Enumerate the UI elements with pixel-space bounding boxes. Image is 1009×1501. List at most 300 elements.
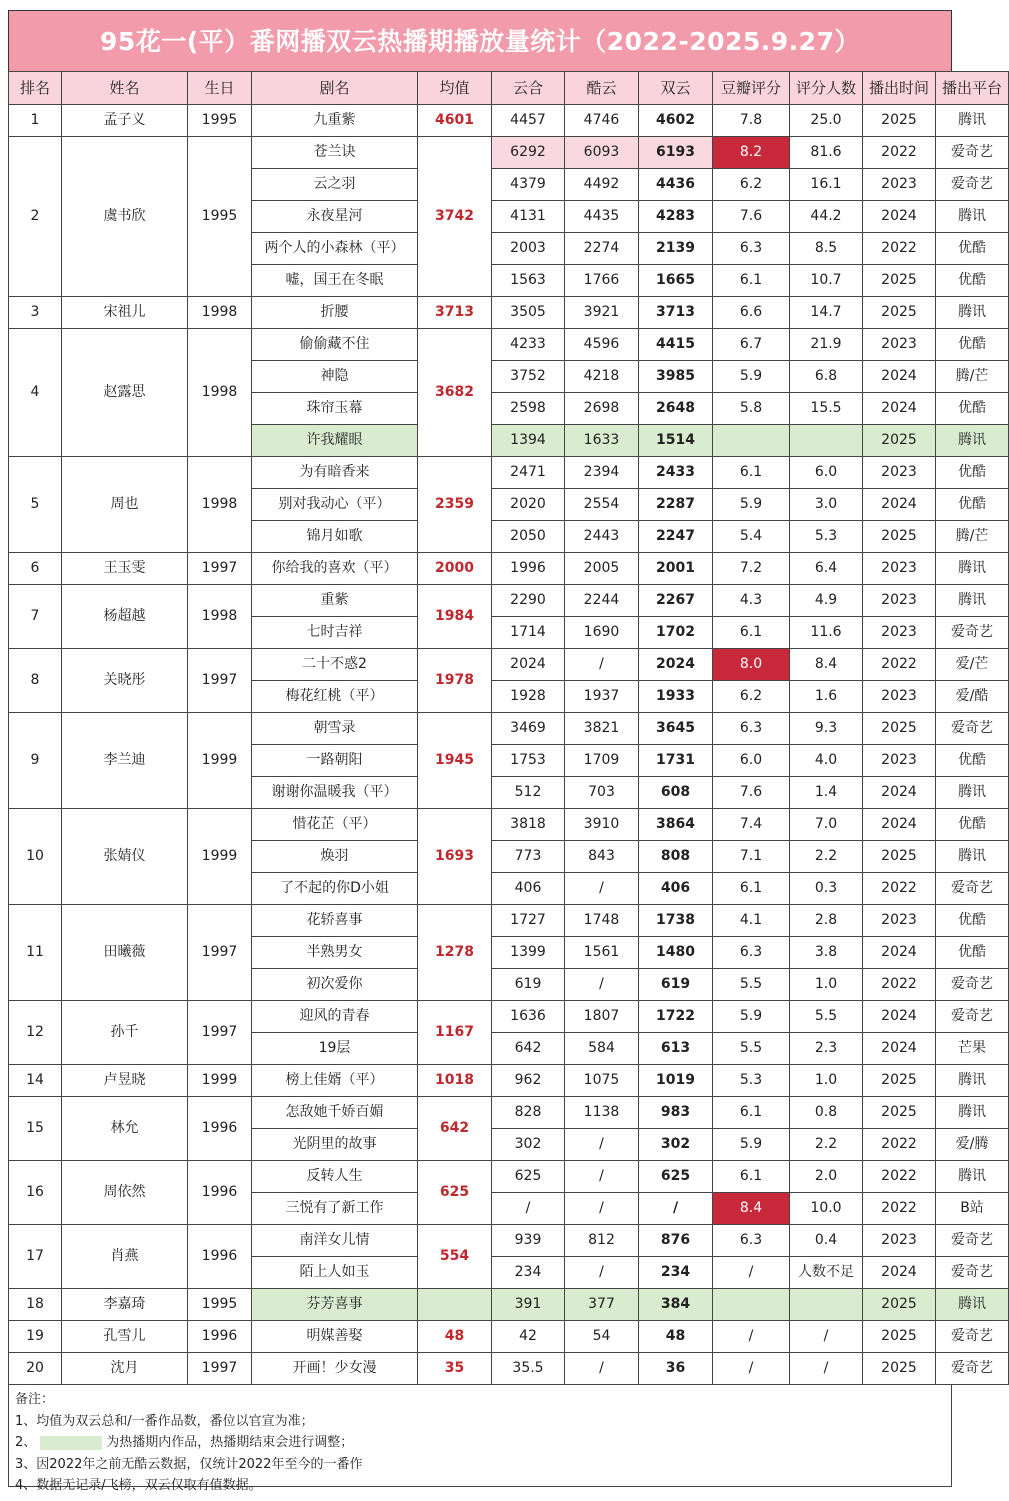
yunhe-cell: 3752 [492, 361, 565, 393]
shuangyun-cell: 1665 [639, 265, 713, 297]
show-title-cell: 了不起的你D小姐 [252, 873, 418, 905]
show-title-cell: 惜花芷（平） [252, 809, 418, 841]
shuangyun-cell: / [639, 1193, 713, 1225]
platform-cell: 腾讯 [936, 297, 1009, 329]
kuyun-cell: 2394 [565, 457, 639, 489]
show-title-cell: 19层 [252, 1033, 418, 1065]
shuangyun-cell: 2433 [639, 457, 713, 489]
yunhe-cell: 1399 [492, 937, 565, 969]
douban-cell: 5.9 [713, 1001, 790, 1033]
birth-cell: 1999 [188, 809, 252, 905]
yunhe-cell: 1714 [492, 617, 565, 649]
douban-cell: / [713, 1353, 790, 1385]
birth-cell: 1996 [188, 1161, 252, 1225]
douban-cell: 7.6 [713, 777, 790, 809]
douban-cell: 8.2 [713, 137, 790, 169]
shuangyun-cell: 36 [639, 1353, 713, 1385]
shuangyun-cell: 3713 [639, 297, 713, 329]
platform-cell: 爱奇艺 [936, 1257, 1009, 1289]
avg-cell: 35 [418, 1353, 492, 1385]
year-cell: 2025 [863, 713, 936, 745]
shuangyun-cell: 48 [639, 1321, 713, 1353]
platform-cell: 爱/腾 [936, 1129, 1009, 1161]
douban-cell: 5.5 [713, 1033, 790, 1065]
show-title-cell: 花轿喜事 [252, 905, 418, 937]
header-row [9, 72, 1009, 105]
show-title-cell: 许我耀眼 [252, 425, 418, 457]
shuangyun-cell: 1738 [639, 905, 713, 937]
yunhe-cell: 625 [492, 1161, 565, 1193]
shuangyun-cell: 2001 [639, 553, 713, 585]
notes-heading: 备注： [15, 1392, 55, 1407]
yunhe-cell: 3818 [492, 809, 565, 841]
platform-cell: 爱奇艺 [936, 713, 1009, 745]
raters-cell: 10.7 [790, 265, 863, 297]
platform-cell: 爱/芒 [936, 649, 1009, 681]
kuyun-cell: 2443 [565, 521, 639, 553]
show-title-cell: 南洋女儿情 [252, 1225, 418, 1257]
douban-cell [713, 1289, 790, 1321]
raters-cell: 10.0 [790, 1193, 863, 1225]
header-birth: 生日 [188, 72, 252, 105]
show-title-cell: 迎风的青春 [252, 1001, 418, 1033]
year-cell: 2022 [863, 969, 936, 1001]
avg-cell: 642 [418, 1097, 492, 1161]
platform-cell: 优酷 [936, 393, 1009, 425]
header-kuyun: 酷云 [565, 72, 639, 105]
kuyun-cell: 4492 [565, 169, 639, 201]
raters-cell: 1.0 [790, 969, 863, 1001]
kuyun-cell: 4746 [565, 105, 639, 137]
year-cell: 2022 [863, 233, 936, 265]
note-2-suffix: 为热播期内作品，热播期结束会进行调整； [106, 1435, 354, 1450]
avg-cell: 1693 [418, 809, 492, 905]
year-cell: 2023 [863, 553, 936, 585]
rank-cell: 7 [9, 585, 62, 649]
table-row [9, 1001, 1009, 1033]
douban-cell [713, 425, 790, 457]
shuangyun-cell: 4283 [639, 201, 713, 233]
show-title-cell: 三悦有了新工作 [252, 1193, 418, 1225]
platform-cell: 爱奇艺 [936, 1225, 1009, 1257]
rank-cell: 10 [9, 809, 62, 905]
header-avg: 均值 [418, 72, 492, 105]
rank-cell: 4 [9, 329, 62, 457]
note-1: 1、均值为双云总和/一番作品数，番位以官宣为准； [15, 1413, 314, 1429]
year-cell: 2024 [863, 201, 936, 233]
platform-cell: 爱奇艺 [936, 1353, 1009, 1385]
name-cell: 宋祖儿 [62, 297, 188, 329]
name-cell: 赵露思 [62, 329, 188, 457]
shuangyun-cell: 2247 [639, 521, 713, 553]
year-cell: 2025 [863, 1097, 936, 1129]
year-cell: 2022 [863, 873, 936, 905]
platform-cell: 腾讯 [936, 585, 1009, 617]
name-cell: 虞书欣 [62, 137, 188, 297]
shuangyun-cell: 1933 [639, 681, 713, 713]
yunhe-cell: 1394 [492, 425, 565, 457]
raters-cell: / [790, 1321, 863, 1353]
shuangyun-cell: 4602 [639, 105, 713, 137]
year-cell: 2022 [863, 649, 936, 681]
year-cell: 2025 [863, 1065, 936, 1097]
birth-cell: 1997 [188, 553, 252, 585]
douban-cell: 7.1 [713, 841, 790, 873]
platform-cell: B站 [936, 1193, 1009, 1225]
yunhe-cell: 6292 [492, 137, 565, 169]
year-cell: 2023 [863, 745, 936, 777]
table-row [9, 1225, 1009, 1257]
yunhe-cell: 962 [492, 1065, 565, 1097]
raters-cell: 3.0 [790, 489, 863, 521]
show-title-cell: 神隐 [252, 361, 418, 393]
year-cell: 2022 [863, 1161, 936, 1193]
platform-cell: 腾讯 [936, 1289, 1009, 1321]
douban-cell: / [713, 1257, 790, 1289]
table-row [9, 1321, 1009, 1353]
avg-cell: 4601 [418, 105, 492, 137]
platform-cell: 芒果 [936, 1033, 1009, 1065]
douban-cell: 6.3 [713, 937, 790, 969]
yunhe-cell: 391 [492, 1289, 565, 1321]
yunhe-cell: 1727 [492, 905, 565, 937]
rank-cell: 18 [9, 1289, 62, 1321]
kuyun-cell: 4596 [565, 329, 639, 361]
kuyun-cell: / [565, 873, 639, 905]
birth-cell: 1999 [188, 713, 252, 809]
show-title-cell: 怎敌她千娇百媚 [252, 1097, 418, 1129]
birth-cell: 1998 [188, 457, 252, 553]
birth-cell: 1998 [188, 297, 252, 329]
platform-cell: 爱奇艺 [936, 1001, 1009, 1033]
douban-cell: 6.3 [713, 233, 790, 265]
show-title-cell: 焕羽 [252, 841, 418, 873]
year-cell: 2025 [863, 1289, 936, 1321]
raters-cell: 8.4 [790, 649, 863, 681]
yunhe-cell: 939 [492, 1225, 565, 1257]
rank-cell: 15 [9, 1097, 62, 1161]
name-cell: 孟子义 [62, 105, 188, 137]
shuangyun-cell: 876 [639, 1225, 713, 1257]
show-title-cell: 两个人的小森林（平） [252, 233, 418, 265]
kuyun-cell: 2005 [565, 553, 639, 585]
name-cell: 杨超越 [62, 585, 188, 649]
table-row [9, 297, 1009, 329]
platform-cell: 腾讯 [936, 777, 1009, 809]
rank-cell: 11 [9, 905, 62, 1001]
douban-cell: 6.1 [713, 457, 790, 489]
platform-cell: 优酷 [936, 329, 1009, 361]
avg-cell: 554 [418, 1225, 492, 1289]
shuangyun-cell: 1480 [639, 937, 713, 969]
shuangyun-cell: 2648 [639, 393, 713, 425]
raters-cell: / [790, 1353, 863, 1385]
shuangyun-cell: 608 [639, 777, 713, 809]
kuyun-cell: 1766 [565, 265, 639, 297]
douban-cell: 6.1 [713, 617, 790, 649]
show-title-cell: 初次爱你 [252, 969, 418, 1001]
platform-cell: 优酷 [936, 233, 1009, 265]
name-cell: 肖燕 [62, 1225, 188, 1289]
header-yunhe: 云合 [492, 72, 565, 105]
show-title-cell: 嘘，国王在冬眠 [252, 265, 418, 297]
yunhe-cell: 406 [492, 873, 565, 905]
table-row [9, 457, 1009, 489]
birth-cell: 1995 [188, 1289, 252, 1321]
shuangyun-cell: 3645 [639, 713, 713, 745]
birth-cell: 1997 [188, 905, 252, 1001]
shuangyun-cell: 406 [639, 873, 713, 905]
birth-cell: 1995 [188, 137, 252, 297]
name-cell: 田曦薇 [62, 905, 188, 1001]
raters-cell: 2.2 [790, 1129, 863, 1161]
name-cell: 孔雪儿 [62, 1321, 188, 1353]
yunhe-cell: 234 [492, 1257, 565, 1289]
raters-cell: 81.6 [790, 137, 863, 169]
kuyun-cell: 1075 [565, 1065, 639, 1097]
kuyun-cell: 377 [565, 1289, 639, 1321]
show-title-cell: 芬芳喜事 [252, 1289, 418, 1321]
kuyun-cell: 1807 [565, 1001, 639, 1033]
yunhe-cell: 4379 [492, 169, 565, 201]
header-rank: 排名 [9, 72, 62, 105]
kuyun-cell: 3910 [565, 809, 639, 841]
raters-cell: 6.8 [790, 361, 863, 393]
shuangyun-cell: 1722 [639, 1001, 713, 1033]
platform-cell: 腾讯 [936, 1097, 1009, 1129]
table-row [9, 649, 1009, 681]
shuangyun-cell: 4436 [639, 169, 713, 201]
platform-cell: 爱奇艺 [936, 1321, 1009, 1353]
douban-cell: 7.2 [713, 553, 790, 585]
raters-cell: 人数不足 [790, 1257, 863, 1289]
raters-cell [790, 1289, 863, 1321]
birth-cell: 1996 [188, 1097, 252, 1161]
douban-cell: 5.9 [713, 361, 790, 393]
kuyun-cell: / [565, 1353, 639, 1385]
douban-cell: 4.3 [713, 585, 790, 617]
year-cell: 2023 [863, 169, 936, 201]
yunhe-cell: 1636 [492, 1001, 565, 1033]
name-cell: 王玉雯 [62, 553, 188, 585]
avg-cell: 1167 [418, 1001, 492, 1065]
shuangyun-cell: 302 [639, 1129, 713, 1161]
raters-cell: 2.8 [790, 905, 863, 937]
rank-cell: 1 [9, 105, 62, 137]
kuyun-cell: 1709 [565, 745, 639, 777]
kuyun-cell: / [565, 1257, 639, 1289]
platform-cell: 优酷 [936, 809, 1009, 841]
table-row [9, 553, 1009, 585]
year-cell: 2025 [863, 425, 936, 457]
year-cell: 2024 [863, 393, 936, 425]
platform-cell: 腾讯 [936, 1161, 1009, 1193]
raters-cell: 7.0 [790, 809, 863, 841]
kuyun-cell: / [565, 649, 639, 681]
raters-cell: 0.3 [790, 873, 863, 905]
shuangyun-cell: 1514 [639, 425, 713, 457]
table-row [9, 1065, 1009, 1097]
show-title-cell: 光阴里的故事 [252, 1129, 418, 1161]
platform-cell: 腾讯 [936, 841, 1009, 873]
year-cell: 2024 [863, 1033, 936, 1065]
douban-cell: 6.6 [713, 297, 790, 329]
avg-cell: 1945 [418, 713, 492, 809]
kuyun-cell: / [565, 1129, 639, 1161]
birth-cell: 1995 [188, 105, 252, 137]
douban-cell: 8.0 [713, 649, 790, 681]
raters-cell: 5.5 [790, 1001, 863, 1033]
kuyun-cell: 812 [565, 1225, 639, 1257]
show-title-cell: 朝雪录 [252, 713, 418, 745]
shuangyun-cell: 619 [639, 969, 713, 1001]
douban-cell: 6.0 [713, 745, 790, 777]
header-title: 剧名 [252, 72, 418, 105]
yunhe-cell: 773 [492, 841, 565, 873]
note-2 [15, 1432, 945, 1454]
show-title-cell: 云之羽 [252, 169, 418, 201]
raters-cell: 44.2 [790, 201, 863, 233]
yunhe-cell: 2598 [492, 393, 565, 425]
yunhe-cell: 42 [492, 1321, 565, 1353]
year-cell: 2024 [863, 1257, 936, 1289]
raters-cell: 1.6 [790, 681, 863, 713]
douban-cell: 5.8 [713, 393, 790, 425]
header-douban: 豆瓣评分 [713, 72, 790, 105]
yunhe-cell: 2024 [492, 649, 565, 681]
yunhe-cell: 35.5 [492, 1353, 565, 1385]
platform-cell: 腾讯 [936, 1065, 1009, 1097]
year-cell: 2022 [863, 1193, 936, 1225]
kuyun-cell: 2698 [565, 393, 639, 425]
kuyun-cell: 703 [565, 777, 639, 809]
platform-cell: 优酷 [936, 937, 1009, 969]
header-platform: 播出平台 [936, 72, 1009, 105]
shuangyun-cell: 2024 [639, 649, 713, 681]
yunhe-cell: 1753 [492, 745, 565, 777]
birth-cell: 1997 [188, 1353, 252, 1385]
birth-cell: 1999 [188, 1065, 252, 1097]
rank-cell: 12 [9, 1001, 62, 1065]
avg-cell: 3682 [418, 329, 492, 457]
platform-cell: 腾/芒 [936, 521, 1009, 553]
note-3: 3、因2022年之前无酷云数据，仅统计2022年至今的一番作 [15, 1456, 363, 1472]
platform-cell: 腾讯 [936, 553, 1009, 585]
douban-cell: 6.1 [713, 1097, 790, 1129]
raters-cell: 25.0 [790, 105, 863, 137]
rank-cell: 3 [9, 297, 62, 329]
raters-cell: 4.0 [790, 745, 863, 777]
shuangyun-cell: 384 [639, 1289, 713, 1321]
douban-cell: 6.1 [713, 873, 790, 905]
sheet-title: 95花一(平）番网播双云热播期播放量统计（2022-2025.9.27） [8, 10, 952, 71]
shuangyun-cell: 808 [639, 841, 713, 873]
platform-cell: 腾讯 [936, 105, 1009, 137]
douban-cell: 5.9 [713, 489, 790, 521]
birth-cell: 1997 [188, 649, 252, 713]
show-title-cell: 榜上佳婿（平） [252, 1065, 418, 1097]
year-cell: 2024 [863, 777, 936, 809]
birth-cell: 1998 [188, 585, 252, 649]
rank-cell: 8 [9, 649, 62, 713]
birth-cell: 1996 [188, 1225, 252, 1289]
raters-cell: 1.0 [790, 1065, 863, 1097]
kuyun-cell: 2554 [565, 489, 639, 521]
birth-cell: 1997 [188, 1001, 252, 1065]
table-row [9, 1161, 1009, 1193]
shuangyun-cell: 2139 [639, 233, 713, 265]
show-title-cell: 珠帘玉幕 [252, 393, 418, 425]
year-cell: 2023 [863, 617, 936, 649]
year-cell: 2023 [863, 1225, 936, 1257]
name-cell: 周也 [62, 457, 188, 553]
year-cell: 2023 [863, 681, 936, 713]
douban-cell: 6.3 [713, 713, 790, 745]
platform-cell: 腾/芒 [936, 361, 1009, 393]
year-cell: 2024 [863, 809, 936, 841]
platform-cell: 爱奇艺 [936, 617, 1009, 649]
raters-cell: 6.4 [790, 553, 863, 585]
raters-cell: 2.0 [790, 1161, 863, 1193]
douban-cell: 4.1 [713, 905, 790, 937]
douban-cell: 8.4 [713, 1193, 790, 1225]
shuangyun-cell: 625 [639, 1161, 713, 1193]
kuyun-cell: / [565, 969, 639, 1001]
show-title-cell: 为有暗香来 [252, 457, 418, 489]
year-cell: 2023 [863, 585, 936, 617]
rank-cell: 16 [9, 1161, 62, 1225]
raters-cell: 3.8 [790, 937, 863, 969]
douban-cell: 6.1 [713, 265, 790, 297]
platform-cell: 腾讯 [936, 425, 1009, 457]
shuangyun-cell: 1702 [639, 617, 713, 649]
shuangyun-cell: 3985 [639, 361, 713, 393]
avg-cell: 3713 [418, 297, 492, 329]
shuangyun-cell: 1731 [639, 745, 713, 777]
show-title-cell: 永夜星河 [252, 201, 418, 233]
raters-cell: 2.3 [790, 1033, 863, 1065]
shuangyun-cell: 2267 [639, 585, 713, 617]
yunhe-cell: 3469 [492, 713, 565, 745]
year-cell: 2024 [863, 1001, 936, 1033]
stats-sheet [8, 10, 1002, 1493]
table-row [9, 585, 1009, 617]
yunhe-cell: 4233 [492, 329, 565, 361]
rank-cell: 2 [9, 137, 62, 297]
raters-cell: 6.0 [790, 457, 863, 489]
raters-cell: 4.9 [790, 585, 863, 617]
table-row [9, 329, 1009, 361]
stats-table [8, 71, 1009, 1385]
kuyun-cell: 1561 [565, 937, 639, 969]
year-cell: 2025 [863, 521, 936, 553]
yunhe-cell: 2050 [492, 521, 565, 553]
douban-cell: 5.3 [713, 1065, 790, 1097]
note-2-prefix: 2、 [15, 1435, 37, 1450]
yunhe-cell: 3505 [492, 297, 565, 329]
kuyun-cell: 1937 [565, 681, 639, 713]
douban-cell: 6.7 [713, 329, 790, 361]
table-row [9, 105, 1009, 137]
table-body [9, 105, 1009, 1385]
raters-cell: 9.3 [790, 713, 863, 745]
rank-cell: 17 [9, 1225, 62, 1289]
rank-cell: 9 [9, 713, 62, 809]
raters-cell: 2.2 [790, 841, 863, 873]
rank-cell: 20 [9, 1353, 62, 1385]
show-title-cell: 明媒善娶 [252, 1321, 418, 1353]
show-title-cell: 重紫 [252, 585, 418, 617]
